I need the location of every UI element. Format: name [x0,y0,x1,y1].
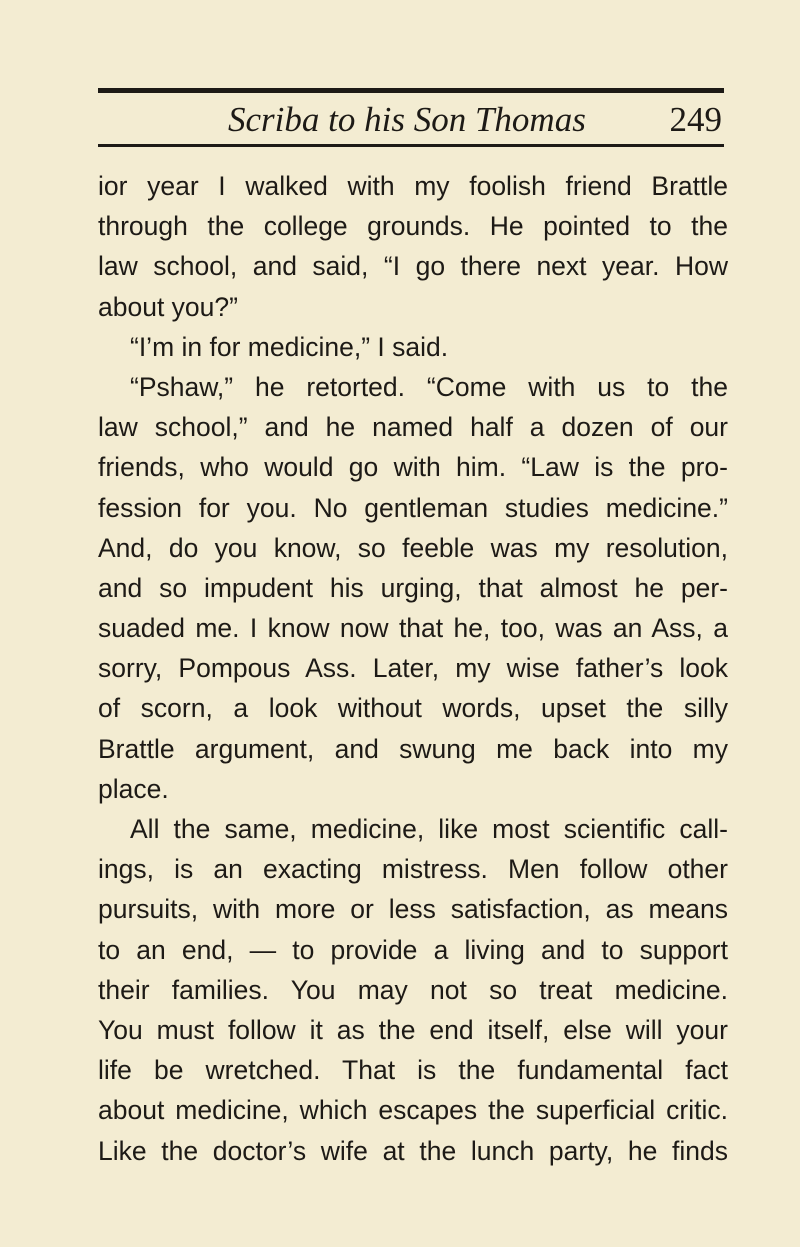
text-line: of scorn, a look without words, upset the silly [98,693,728,724]
text-line: through the college grounds. He pointed to the [98,211,728,242]
body-text [98,166,728,1171]
text-line: suaded me. I know now that he, too, was an Ass, a [98,613,728,644]
header-top-rule [98,88,724,93]
text-line: pursuits, with more or less satisfaction, as means [98,894,728,925]
running-title: Scriba to his Son Thomas [228,100,586,139]
text-line: law school, and said, “I go there next year. How [98,251,728,282]
text-line: Like the doctor’s wife at the lunch party, he finds [98,1135,728,1166]
text-line: to an end, — to provide a living and to support [98,934,728,965]
text-line: And, do you know, so feeble was my resolution, [98,532,728,563]
text-line: their families. You may not so treat medicine. [98,974,728,1005]
text-line: You must follow it as the end itself, else will your [98,1014,728,1045]
text-line: and so impudent his urging, that almost he per- [98,572,728,603]
text-line: ings, is an exacting mistress. Men follow other [98,854,728,885]
running-header [98,98,724,142]
text-line: fession for you. No gentleman studies medicine.” [98,492,728,523]
text-line: Brattle argument, and swung me back into my [98,733,728,764]
text-line: about you?” [98,291,238,322]
page-number: 249 [669,100,722,139]
text-line: “I’m in for medicine,” I said. [130,331,449,362]
text-line: ior year I walked with my foolish friend Brattle [98,171,728,201]
text-line: life be wretched. That is the fundamental fact [98,1055,728,1086]
text-line: law school,” and he named half a dozen of our [98,412,728,443]
text-line: about medicine, which escapes the superficial critic. [98,1095,728,1126]
text-line: “Pshaw,” he retorted. “Come with us to the [130,371,728,402]
text-line: place. [98,773,169,804]
text-line: All the same, medicine, like most scientific call- [130,814,728,844]
text-line: sorry, Pompous Ass. Later, my wise father’s look [98,653,728,684]
text-line: friends, who would go with him. “Law is the pro- [98,452,728,483]
header-bottom-rule [98,144,724,147]
